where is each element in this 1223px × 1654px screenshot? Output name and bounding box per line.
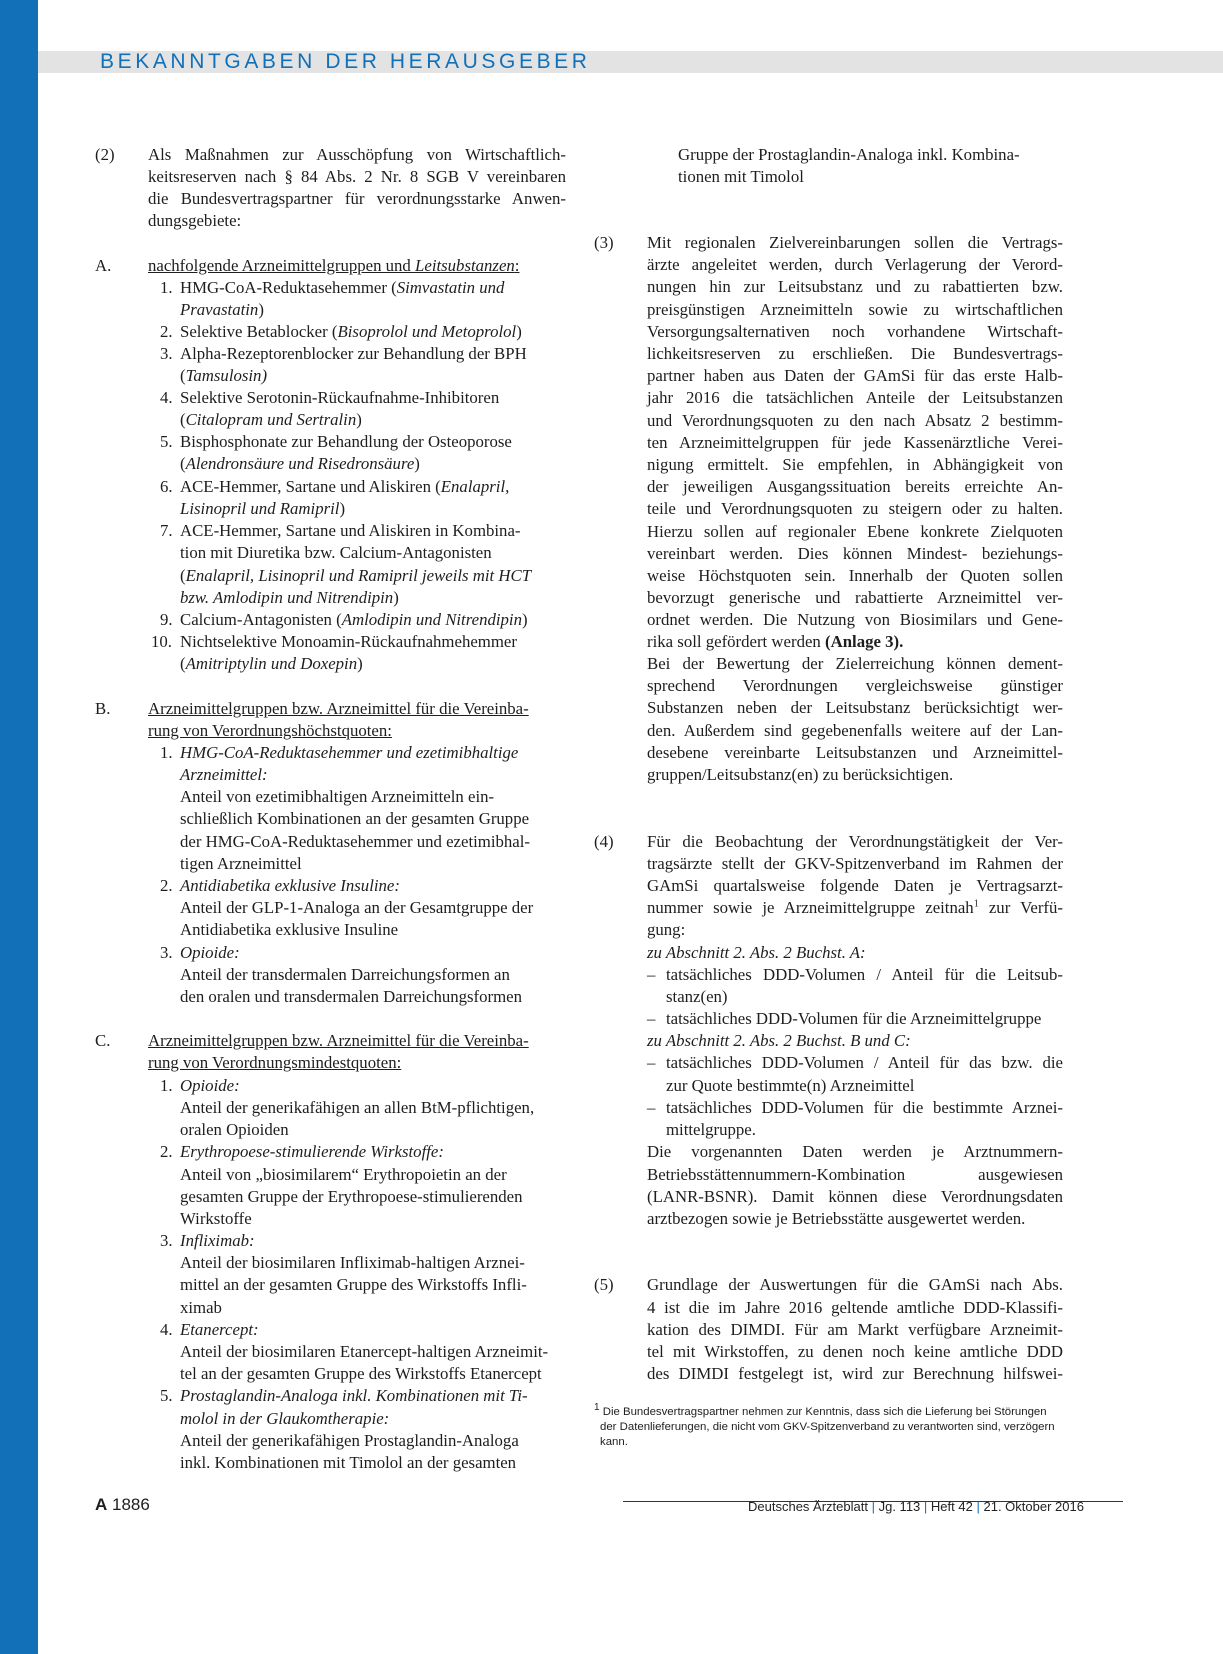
text-line: tionen mit Timolol — [678, 167, 804, 186]
text-line: tel mit Wirkstoffen, zu denen noch keine amtliche DDD — [647, 1342, 1063, 1361]
section-heading: nachfolgende Arzneimittelgruppen und Leitsubstanzen: — [148, 256, 520, 275]
paragraph-number: (4) — [594, 832, 614, 851]
list-item-cont: Anteil der transdermalen Darreichungsformen an — [180, 965, 510, 984]
list-item: Calcium-Antagonisten (Amlodipin und Nitrendipin) — [180, 610, 528, 629]
list-number: 1. — [160, 278, 173, 297]
list-item: Selektive Serotonin-Rückaufnahme-Inhibitoren — [180, 388, 500, 407]
text-line: tragsärzte stellt der GKV-Spitzenverband im Rahmen der — [647, 854, 1063, 873]
section-label: A. — [95, 256, 112, 275]
text-line: Als Maßnahmen zur Ausschöpfung von Wirtschaftlich- — [148, 145, 566, 164]
text-line: GAmSi quartalsweise folgende Daten je Vertragsarzt- — [647, 876, 1063, 895]
list-item: Opioide: — [180, 943, 240, 962]
bullet-text: tatsächliches DDD-Volumen für die Arzneimittelgruppe — [666, 1009, 1042, 1028]
list-item-cont: Antidiabetika exklusive Insuline — [180, 920, 399, 939]
section-heading: Arzneimittelgruppen bzw. Arzneimittel für die Vereinba- — [148, 1031, 529, 1050]
blue-sidebar-bar — [0, 0, 38, 1654]
text-line: und Verordnungsquoten zu den nach Absatz 2 bestimm- — [647, 410, 1063, 430]
text-line: bevorzugt generische und rabattierte Arzneimittel ver- — [647, 588, 1063, 608]
list-item-cont: Anteil von ezetimibhaltigen Arzneimitteln ein- — [180, 787, 495, 806]
subheading: zu Abschnitt 2. Abs. 2 Buchst. B und C: — [647, 1031, 911, 1050]
text-line: dungsgebiete: — [148, 211, 242, 230]
list-item-cont: (Enalapril, Lisinopril und Ramipril jeweils mit HCT — [180, 566, 532, 585]
text-line: jahr 2016 die tatsächlichen Anteile der Leitsubstanzen — [647, 388, 1063, 408]
text-line: vereinbart werden. Dies können Mindest- beziehungs- — [647, 543, 1063, 563]
text-line: Grundlage der Auswertungen für die GAmSi nach Abs. — [647, 1275, 1063, 1294]
text-line: gung: — [647, 920, 686, 939]
text-line: 4 ist die im Jahre 2016 geltende amtliche DDD-Klassifi- — [647, 1298, 1063, 1317]
section-label: B. — [95, 699, 111, 718]
text-line: partner haben aus Daten der GAmSi für das erste Halb- — [647, 366, 1063, 386]
text-line: sprechend Verordnungen vergleichsweise günstiger — [647, 676, 1063, 696]
list-item: Antidiabetika exklusive Insuline: — [180, 876, 400, 895]
list-item-cont: ximab — [180, 1298, 222, 1317]
paragraph-number: (2) — [95, 145, 115, 164]
list-item-cont: Anteil der generikafähigen Prostaglandin-Analoga — [180, 1431, 519, 1450]
text-line: Hierzu sollen auf regionaler Ebene konkrete Zielquoten — [647, 521, 1063, 541]
text-line: arztbezogen sowie je Betriebsstätte ausgewertet werden. — [647, 1209, 1026, 1228]
text-line: nigung ermittelt. Sie empfehlen, in Abhängigkeit von — [647, 455, 1063, 474]
dash-bullet: – — [647, 1098, 656, 1117]
list-number: 6. — [160, 477, 173, 496]
text-line: rika soll gefördert werden (Anlage 3). — [647, 632, 904, 651]
list-item-cont: Anteil der biosimilaren Infliximab-haltigen Arznei- — [180, 1253, 525, 1272]
text-line: die Bundesvertragspartner für verordnungsstarke Anwen- — [148, 189, 566, 208]
text-line: Für die Beobachtung der Verordnungstätigkeit der Ver- — [647, 832, 1063, 851]
list-item-cont: tel an der gesamten Gruppe des Wirkstoffs Etanercept — [180, 1364, 542, 1383]
page-number: A 1886 — [95, 1495, 150, 1514]
text-line: keitsreserven nach § 84 Abs. 2 Nr. 8 SGB V vereinbaren — [148, 167, 566, 186]
list-number: 3. — [160, 344, 173, 363]
list-item-cont: den oralen und transdermalen Darreichungsformen — [180, 987, 523, 1006]
text-line: (LANR-BSNR). Damit können diese Verordnungsdaten — [647, 1187, 1063, 1206]
text-line: Betriebsstättennummern-Kombination ausgewiesen — [647, 1165, 1063, 1184]
text-line: weise Höchstquoten sein. Innerhalb der Quoten sollen — [647, 566, 1063, 585]
footnote-reference: 1 — [973, 898, 979, 910]
list-item-cont: (Alendronsäure und Risedronsäure) — [180, 454, 420, 473]
section-heading: rung von Verordnungsmindestquoten: — [148, 1053, 402, 1072]
list-item-cont: der HMG-CoA-Reduktasehemmer und ezetimibhal- — [180, 832, 530, 851]
bullet-text: zur Quote bestimmte(n) Arzneimittel — [666, 1076, 915, 1095]
text-line: nungen hin zur Leitsubstanz und zu rabattierten bzw. — [647, 277, 1063, 297]
list-item-cont: Wirkstoffe — [180, 1209, 252, 1228]
dash-bullet: – — [647, 965, 656, 984]
list-item: ACE-Hemmer, Sartane und Aliskiren (Enalapril, — [180, 477, 510, 496]
list-item: HMG-CoA-Reduktasehemmer (Simvastatin und — [180, 278, 505, 297]
bullet-text: stanz(en) — [666, 987, 728, 1006]
text-line: Mit regionalen Zielvereinbarungen sollen die Vertrags- — [647, 233, 1063, 252]
text-line: Die vorgenannten Daten werden je Arztnummern- — [647, 1142, 1063, 1161]
bullet-text: tatsächliches DDD-Volumen / Anteil für das bzw. die — [666, 1053, 1063, 1072]
list-item-cont: mittel an der gesamten Gruppe des Wirkstoffs Infli- — [180, 1275, 527, 1294]
list-number: 4. — [160, 1320, 173, 1339]
bullet-text: tatsächliches DDD-Volumen für die bestimmte Arznei- — [666, 1098, 1063, 1117]
text-line: Gruppe der Prostaglandin-Analoga inkl. Kombina- — [678, 145, 1020, 164]
dash-bullet: – — [647, 1009, 656, 1028]
list-item-cont: molol in der Glaukomtherapie: — [180, 1409, 390, 1428]
section-heading: rung von Verordnungshöchstquoten: — [148, 721, 392, 740]
text-line: ten Arzneimittelgruppen für jede Kassenärztliche Verei- — [647, 432, 1063, 452]
list-item-cont: Lisinopril und Ramipril) — [180, 499, 346, 518]
text-line: Versorgungsalternativen noch vorhandene Wirtschaft- — [647, 321, 1063, 341]
list-item: Prostaglandin-Analoga inkl. Kombinationen mit Ti- — [180, 1386, 528, 1405]
text-line: des DIMDI festgelegt ist, wird zur Berechnung hilfswei- — [647, 1364, 1063, 1383]
list-item: HMG-CoA-Reduktasehemmer und ezetimibhaltige — [180, 743, 519, 762]
dash-bullet: – — [647, 1053, 656, 1072]
text-line: desebene vereinbarte Leitsubstanzen und Arzneimittel- — [647, 742, 1063, 762]
text-line: ärzte angeleitet werden, durch Verlagerung der Verord- — [647, 255, 1063, 275]
list-item-cont: (Citalopram und Sertralin) — [180, 410, 362, 429]
list-item-cont: (Amitriptylin und Doxepin) — [180, 654, 363, 673]
list-item-cont: schließlich Kombinationen an der gesamten Gruppe — [180, 809, 530, 828]
list-number: 1. — [160, 743, 173, 762]
list-item-cont: Anteil der generikafähigen an allen BtM-pflichtigen, — [180, 1098, 535, 1117]
list-item-cont: tion mit Diuretika bzw. Calcium-Antagonisten — [180, 543, 492, 562]
journal-info: Deutsches Ärzteblatt | Jg. 113 | Heft 42 | 21. Oktober 2016 — [748, 1499, 1084, 1514]
list-item-cont: tigen Arzneimittel — [180, 854, 302, 873]
list-item: Nichtselektive Monoamin-Rückaufnahmehemmer — [180, 632, 517, 651]
section-title: BEKANNTGABEN DER HERAUSGEBER — [100, 50, 591, 73]
footnote-line: der Datenlieferungen, die nicht vom GKV-Spitzenverband zu verantworten sind, verzögern — [600, 1421, 1055, 1433]
list-item-cont: Pravastatin) — [180, 300, 264, 319]
list-item: Bisphosphonate zur Behandlung der Osteoporose — [180, 432, 512, 451]
text-line: den. Außerdem sind gegebenenfalls weitere auf der Lan- — [647, 720, 1063, 740]
subheading: zu Abschnitt 2. Abs. 2 Buchst. A: — [647, 943, 866, 962]
text-line: Substanzen neben der Leitsubstanz berücksichtigt wer- — [647, 698, 1063, 718]
section-heading: Arzneimittelgruppen bzw. Arzneimittel für die Vereinba- — [148, 699, 529, 718]
list-item: Infliximab: — [180, 1231, 255, 1250]
list-item: Selektive Betablocker (Bisoprolol und Metoprolol) — [180, 322, 522, 341]
list-item: Opioide: — [180, 1076, 240, 1095]
list-item-cont: gesamten Gruppe der Erythropoese-stimulierenden — [180, 1187, 523, 1206]
list-number: 3. — [160, 943, 173, 962]
list-number: 2. — [160, 1142, 173, 1161]
section-label: C. — [95, 1031, 111, 1050]
text-line: kation des DIMDI. Für am Markt verfügbare Arzneimit- — [647, 1320, 1063, 1339]
list-item-cont: Anteil der GLP-1-Analoga an der Gesamtgruppe der — [180, 898, 534, 917]
text-line: teile und Verordnungsquoten zu steigern oder zu halten. — [647, 499, 1063, 519]
list-number: 2. — [160, 876, 173, 895]
list-number: 10. — [151, 632, 172, 651]
list-item: Alpha-Rezeptorenblocker zur Behandlung der BPH — [180, 344, 527, 363]
paragraph-number: (3) — [594, 233, 614, 252]
list-item: Erythropoese-stimulierende Wirkstoffe: — [180, 1142, 444, 1161]
text-line: Bei der Bewertung der Zielerreichung können dement- — [647, 654, 1063, 673]
list-number: 5. — [160, 432, 173, 451]
list-number: 7. — [160, 521, 173, 540]
list-item-cont: inkl. Kombinationen mit Timolol an der gesamten — [180, 1453, 517, 1472]
text-line: lichkeitsreserven zu erschließen. Die Bundesvertrags- — [647, 344, 1063, 363]
list-number: 1. — [160, 1076, 173, 1095]
bullet-text: mittelgruppe. — [666, 1120, 756, 1139]
text-line: ordnet werden. Die Nutzung von Biosimilars und Gene- — [647, 610, 1063, 630]
list-number: 4. — [160, 388, 173, 407]
list-item: Etanercept: — [180, 1320, 259, 1339]
text-line: gruppen/Leitsubstanz(en) zu berücksichtigen. — [647, 765, 954, 784]
list-item-cont: (Tamsulosin) — [180, 366, 268, 385]
list-item: ACE-Hemmer, Sartane und Aliskiren in Kombina- — [180, 521, 521, 540]
text-line: preisgünstigen Arzneimitteln sowie zu wirtschaftlichen — [647, 299, 1063, 319]
footnote-line: kann. — [600, 1436, 628, 1448]
paragraph-number: (5) — [594, 1275, 614, 1294]
list-number: 2. — [160, 322, 173, 341]
list-number: 5. — [160, 1386, 173, 1405]
list-item-cont: oralen Opioiden — [180, 1120, 289, 1139]
list-item-cont: Anteil von „biosimilarem“ Erythropoietin an der — [180, 1165, 507, 1184]
text-line: der jeweiligen Ausgangssituation bereits erreichte An- — [647, 477, 1063, 497]
bullet-text: tatsächliches DDD-Volumen / Anteil für die Leitsub- — [666, 965, 1063, 984]
list-number: 3. — [160, 1231, 173, 1250]
list-item-cont: Arzneimittel: — [180, 765, 268, 784]
list-item-cont: Anteil der biosimilaren Etanercept-haltigen Arzneimit- — [180, 1342, 549, 1361]
footnote: $^1$ Die Bundesvertragspartner nehmen zur Kenntnis, dass sich die Lieferung bei Störungen — [594, 1402, 1047, 1418]
text-line: nummer sowie je Arzneimittelgruppe zeitnah$^1$ zur Verfü- — [647, 898, 1063, 917]
list-number: 9. — [160, 610, 173, 629]
list-item-cont: bzw. Amlodipin und Nitrendipin) — [180, 588, 399, 607]
